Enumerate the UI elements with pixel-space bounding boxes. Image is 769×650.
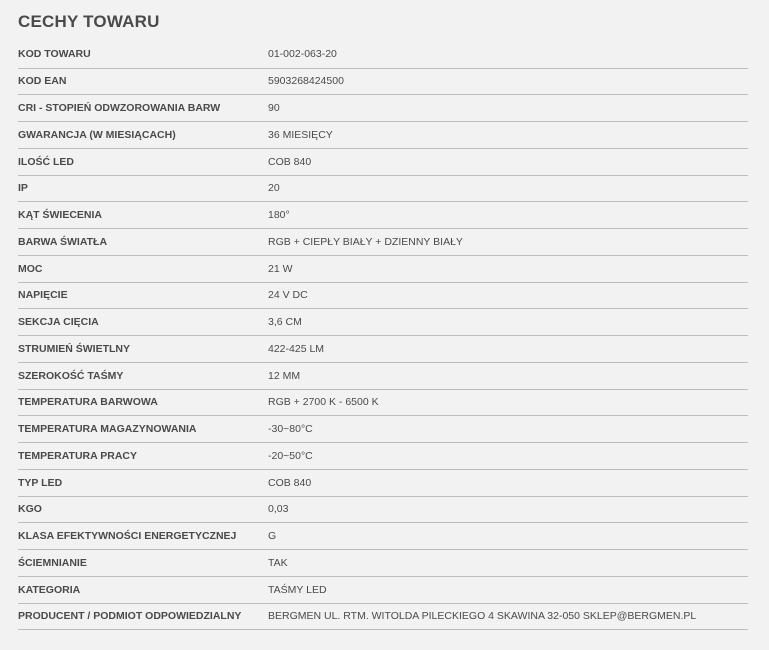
feature-label: TEMPERATURA PRACY — [18, 449, 138, 462]
table-row — [18, 416, 748, 443]
feature-label: KATEGORIA — [18, 583, 81, 596]
table-row — [18, 229, 748, 256]
feature-value: 36 MIESIĘCY — [268, 128, 333, 141]
table-row — [18, 443, 748, 470]
feature-label: KOD EAN — [18, 75, 67, 88]
feature-label: KOD TOWARU — [18, 48, 91, 61]
feature-label: SEKCJA CIĘCIA — [18, 316, 99, 329]
feature-value: COB 840 — [268, 476, 312, 489]
feature-value: 5903268424500 — [268, 75, 344, 88]
feature-value: 90 — [268, 102, 280, 115]
feature-label: KLASA EFEKTYWNOŚCI ENERGETYCZNEJ — [18, 530, 237, 543]
feature-label: TYP LED — [18, 476, 63, 489]
feature-value: 3,6 CM — [268, 316, 302, 329]
feature-label: NAPIĘCIE — [18, 289, 68, 302]
feature-value: 422-425 LM — [268, 342, 325, 355]
table-row — [18, 336, 748, 363]
feature-value: -20~50°C — [268, 449, 313, 462]
table-row — [18, 202, 748, 229]
feature-label: KĄT ŚWIECENIA — [18, 209, 102, 222]
table-row — [18, 577, 748, 604]
feature-value: BERGMEN UL. RTM. WITOLDA PILECKIEGO 4 SKAWINA 32-050 SKLEP@BERGMEN.PL — [268, 610, 697, 623]
table-row — [18, 256, 748, 283]
feature-label: TEMPERATURA MAGAZYNOWANIA — [18, 423, 197, 436]
table-row — [18, 550, 748, 577]
feature-value: 21 W — [268, 262, 293, 275]
feature-value: -30~80°C — [268, 423, 313, 436]
table-row — [18, 149, 748, 176]
feature-label: ŚCIEMNIANIE — [18, 556, 87, 569]
table-row — [18, 122, 748, 149]
table-row — [18, 390, 748, 417]
feature-value: TAŚMY LED — [268, 583, 327, 596]
feature-label: BARWA ŚWIATŁA — [18, 235, 108, 248]
section-title: CECHY TOWARU — [18, 12, 160, 31]
table-row — [18, 523, 748, 550]
feature-label: CRI - STOPIEŃ ODWZOROWANIA BARW — [18, 102, 221, 115]
feature-label: PRODUCENT / PODMIOT ODPOWIEDZIALNY — [18, 610, 242, 623]
table-row — [18, 470, 748, 497]
table-row — [18, 69, 748, 96]
feature-value: 20 — [268, 182, 280, 195]
feature-label: SZEROKOŚĆ TAŚMY — [18, 369, 124, 382]
feature-label: KGO — [18, 503, 42, 516]
table-row — [18, 41, 748, 69]
feature-value: COB 840 — [268, 155, 312, 168]
feature-value: RGB + 2700 K - 6500 K — [268, 396, 379, 409]
table-row — [18, 176, 748, 203]
feature-value: 0,03 — [268, 503, 289, 516]
feature-value: 12 MM — [268, 369, 301, 382]
feature-label: STRUMIEŃ ŚWIETLNY — [18, 342, 130, 355]
features-table — [18, 41, 748, 630]
feature-value: 24 V DC — [268, 289, 308, 302]
table-row — [18, 497, 748, 524]
feature-value: 180° — [268, 209, 290, 222]
feature-value: 01-002-063-20 — [268, 48, 337, 61]
feature-label: ILOŚĆ LED — [18, 155, 75, 168]
table-row — [18, 309, 748, 336]
table-row — [18, 283, 748, 310]
table-row — [18, 363, 748, 390]
feature-label: GWARANCJA (W MIESIĄCACH) — [18, 128, 176, 141]
feature-label: MOC — [18, 262, 43, 275]
table-row — [18, 604, 748, 631]
feature-value: RGB + CIEPŁY BIAŁY + DZIENNY BIAŁY — [268, 235, 463, 248]
feature-value: G — [268, 530, 277, 543]
table-row — [18, 95, 748, 122]
feature-label: IP — [18, 182, 28, 195]
feature-value: TAK — [268, 556, 288, 569]
feature-label: TEMPERATURA BARWOWA — [18, 396, 158, 409]
